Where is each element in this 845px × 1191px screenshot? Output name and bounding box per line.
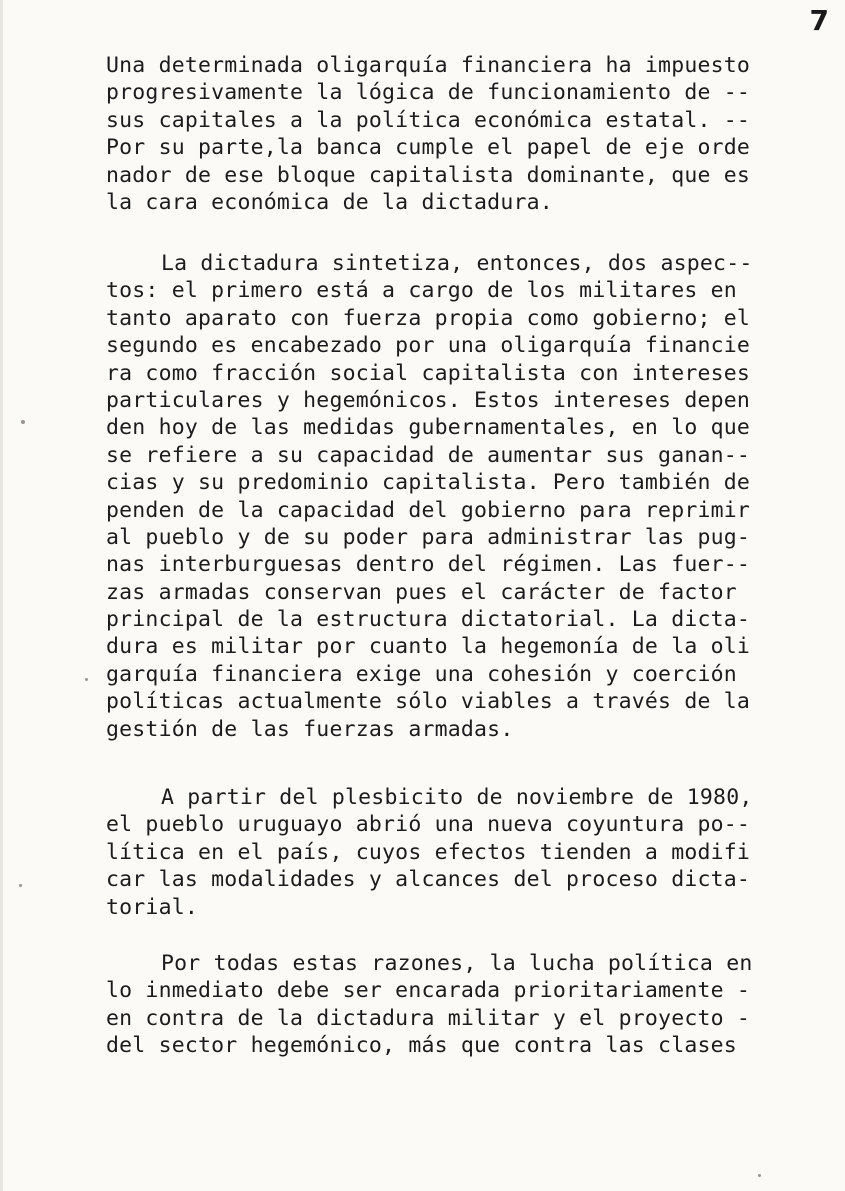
paragraph-3 bbox=[106, 784, 811, 921]
text-line: tanto aparato con fuerza propia como gobierno; el bbox=[106, 305, 751, 331]
text-line: car las modalidades y alcances del proceso dicta- bbox=[106, 867, 751, 893]
text-line: nador de ese bloque capitalista dominante, que es bbox=[106, 162, 751, 188]
paragraph-1 bbox=[106, 52, 811, 216]
text-line: en contra de la dictadura militar y el proyecto - bbox=[106, 1005, 751, 1031]
text-line: penden de la capacidad del gobierno para reprimir bbox=[106, 497, 751, 523]
paragraph-4 bbox=[106, 950, 811, 1060]
text-line: principal de la estructura dictatorial. La dicta- bbox=[106, 607, 751, 633]
text-line: garquía financiera exige una cohesión y coerción bbox=[106, 661, 737, 687]
text-line: lítica en el país, cuyos efectos tienden a modifi bbox=[106, 839, 751, 865]
text-line: la cara económica de la dictadura. bbox=[106, 189, 553, 215]
text-line: segundo es encabezado por una oligarquía financie bbox=[106, 333, 751, 359]
text-line: La dictadura sintetiza, entonces, dos aspec-- bbox=[161, 251, 753, 276]
text-line: políticas actualmente sólo viables a través de la bbox=[106, 689, 751, 715]
page-number: 7 bbox=[809, 4, 829, 37]
text-line: Por todas estas razones, la lucha política en bbox=[161, 951, 753, 976]
text-line: den hoy de las medidas gubernamentales, en lo que bbox=[106, 415, 751, 441]
text-line: zas armadas conservan pues el carácter de factor bbox=[106, 579, 737, 605]
text-line: progresivamente la lógica de funcionamiento de -- bbox=[106, 80, 751, 106]
scan-mark bbox=[758, 1174, 761, 1177]
scan-mark bbox=[19, 884, 22, 887]
text-line: cias y su predominio capitalista. Pero también de bbox=[106, 470, 751, 496]
text-line: lo inmediato debe ser encarada prioritariamente - bbox=[106, 978, 751, 1004]
text-line: del sector hegemónico, más que contra las clases bbox=[106, 1033, 737, 1059]
text-line: ra como fracción social capitalista con intereses bbox=[106, 360, 751, 386]
paragraph-2 bbox=[106, 250, 811, 743]
scan-mark bbox=[85, 678, 88, 681]
text-line: Una determinada oligarquía financiera ha impuesto bbox=[106, 53, 751, 78]
text-line: sus capitales a la política económica estatal. -- bbox=[106, 107, 751, 133]
text-line: gestión de las fuerzas armadas. bbox=[106, 716, 514, 742]
text-line: nas interburguesas dentro del régimen. Las fuer-- bbox=[106, 552, 751, 578]
text-line: dura es militar por cuanto la hegemonía de la oli bbox=[106, 634, 751, 660]
text-line: se refiere a su capacidad de aumentar sus ganan-- bbox=[106, 442, 751, 468]
text-line: tos: el primero está a cargo de los militares en bbox=[106, 278, 737, 304]
scan-mark bbox=[21, 420, 25, 424]
text-line: particulares y hegemónicos. Estos intereses depen bbox=[106, 387, 751, 413]
text-line: Por su parte,la banca cumple el papel de eje orde bbox=[106, 135, 751, 161]
text-line: A partir del plesbicito de noviembre de 1980, bbox=[161, 785, 753, 810]
text-line: al pueblo y de su poder para administrar las pug- bbox=[106, 524, 751, 550]
text-line: el pueblo uruguayo abrió una nueva coyuntura po-- bbox=[106, 812, 751, 838]
text-line: torial. bbox=[106, 894, 199, 920]
